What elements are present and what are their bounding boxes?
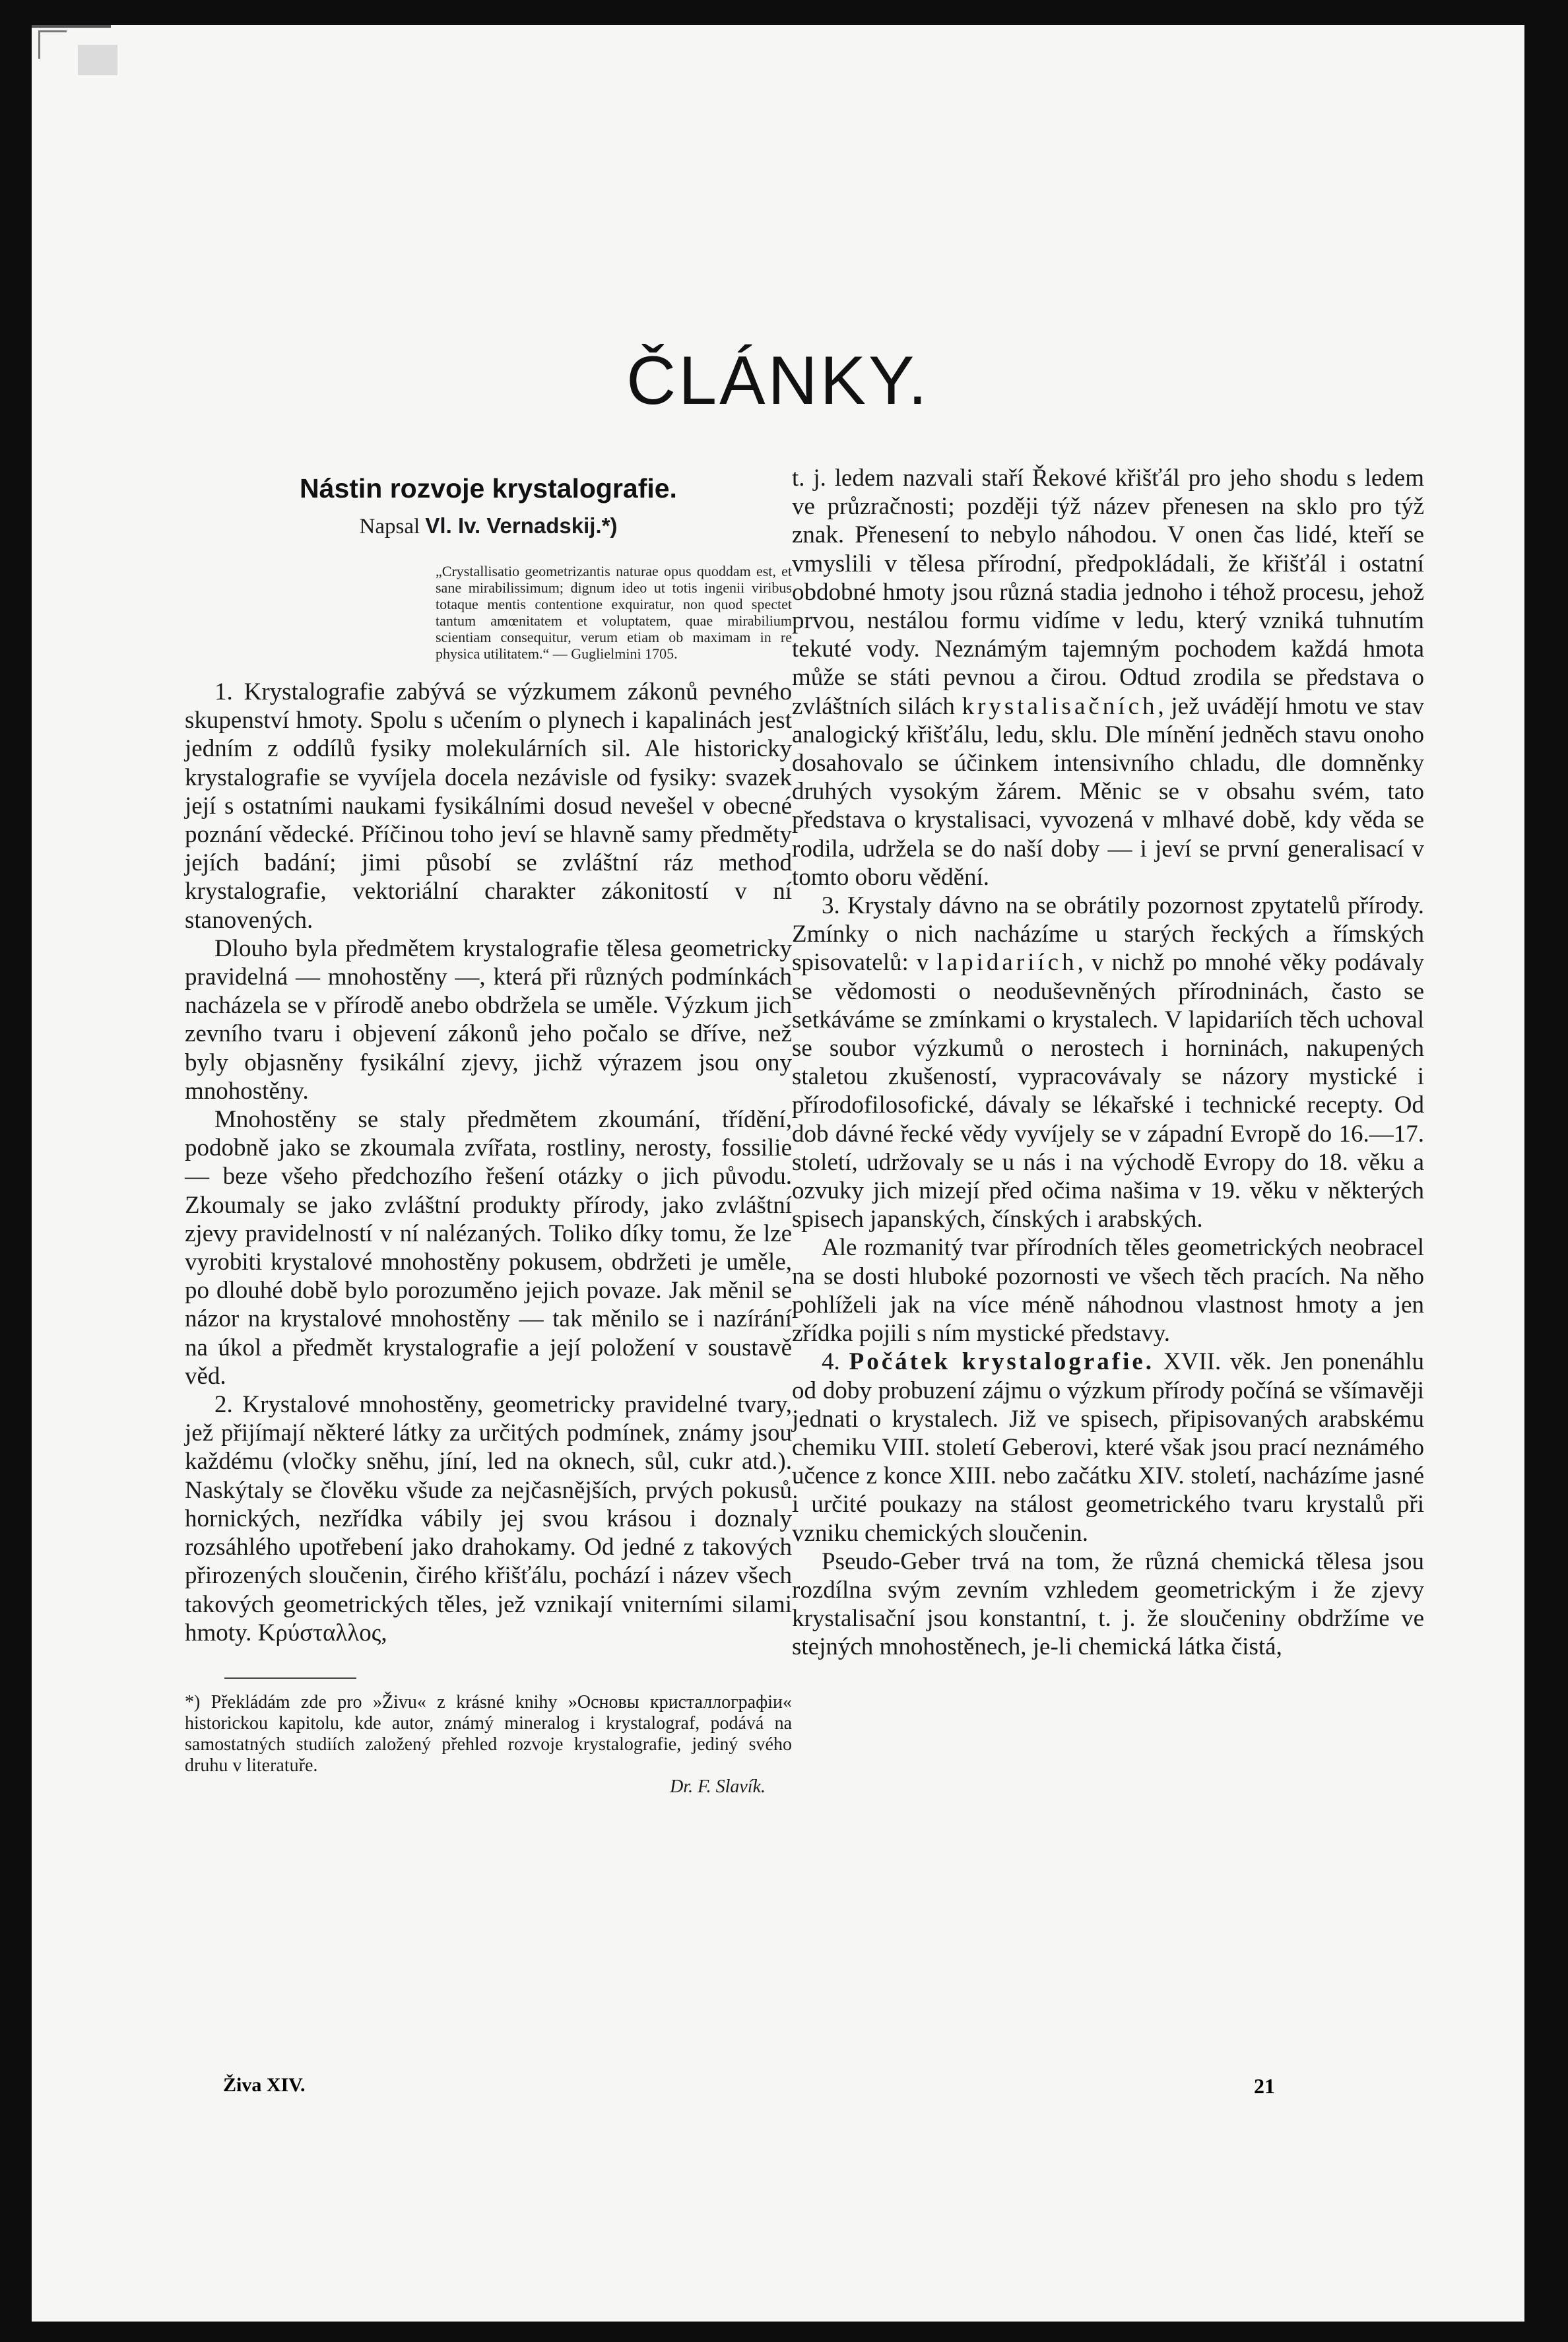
paragraph-4: 2. Krystalové mnohostěny, geometricky pravidelné tvary, jež přijímají některé látky za určitých podmínek, známy jsou každému (vločky sněhu, jíní, led na oknech, sůl, cukr atd.). Naskýtaly se člověku všude za nejčasnějších, prvých pokusů hornických, nezřídka vábily jej svou krásou i doznaly rozsáhlého upotřebení jako drahokamy. Od jedné z takových přirozených sloučenin, čirého křišťálu, pochází i název všech takových geometrických těles, jež vznikají vniterními silami hmoty. Κρύσταλλος, xyxy=(185,1391,792,1646)
paragraph-5: t. j. ledem nazvali staří Řekové křišťál pro jeho shodu s ledem ve průzračnosti; později týž název přenesen na sklo pro týž znak. Přenesení to nebylo náhodou. V onen čas lidé, kteří se vmyslili v tělesa přírodní, předpokládali, že křišťál i ostatní obdobné hmoty jsou různá stadia jednoho i téhož procesu, jehož prvou, nestálou formu vidíme v ledu, který vzniká tuhnutím tekuté vody. Neznámým tajemným pochodem každá hmota může se státi pevnou a čirou. Odtud zrodila se představa o zvláštních silách krystalisačních, jež uvádějí hmotu ve stav analogický křišťálu, ledu, sklu. Dle mínění jedněch stavu onoho dosahovalo se účinkem intensivního chladu, dle domněnky druhých vysokým žárem. Měnic se v obsahu svém, tato představa o krystalisaci, vyvozená v mlhavé době, kdy věda se rodila, udržela se do naší doby — i jeví se první generalisací v tomto oboru vědění. xyxy=(792,465,1424,891)
footnote-signature: Dr. F. Slavík. xyxy=(670,1776,766,1797)
right-column xyxy=(792,464,1424,1662)
paragraph-3: Mnohostěny se staly předmětem zkoumání, třídění, podobně jako se zkoumala zvířata, rostliny, nerosty, fossilie — beze všeho předchozího řešení otázky o jich původu. Zkoumaly se jako zvláštní produkty přírody, jako zvláštní zjevy pravidelností v ní nalézaných. Toliko díky tomu, že lze vyrobiti krystalové mnohostěny pokusem, obdržeti je uměle, po dlouhé době bylo porozuměno jejich povaze. Jak měnil se názor na krystalové mnohostěny — tak měnilo se i nazírání na úkol a předmět krystalografie a její položení v soustavě věd. xyxy=(185,1106,792,1390)
scan-corner-mark xyxy=(38,30,67,59)
journal-footer: Živa XIV. xyxy=(223,2074,306,2096)
paragraph-7: Ale rozmanitý tvar přírodních těles geometrických neobracel na se dosti hluboké pozornosti ve všech těch pracích. Na něho pohlíželi jak na více méně náhodnou vlastnost hmoty a jen zřídka pojili s ním mystické představy. xyxy=(792,1234,1424,1348)
footnote-text: *) Překládám zde pro »Živu« z krásné knihy »Основы кристаллографіи« historickou kapitolu, kde autor, známý mineralog i krystalograf, podává na samostatných studiích založený přehled rozvoje krystalografie, jediný svého druhu v literatuře. xyxy=(185,1691,792,1776)
scanned-page xyxy=(32,25,1524,2322)
scan-edge-mark xyxy=(32,25,111,28)
paragraph-6: 3. Krystaly dávno na se obrátily pozornost zpytatelů přírody. Zmínky o nich nacházíme u starých řeckých a římských spisovatelů: v lapidariích, v nichž po mnohé věky podávaly se vědomosti o neoduševněných přírodninách, často se setkáváme se zmínkami o krystalech. V lapidariích těch uchoval se soubor výzkumů o nerostech i horninách, nakupených staletou zkušeností, vypracovávaly se názory mystické i přírodofilosofické, dávaly se lékařské i technické recepty. Od dob dávné řecké vědy vyvíjely se v západní Evropě do 16.—17. století, udržovaly se u nás i na východě Evropy do 18. věku a ozvuky jich mizejí před očima našima v 19. věku v některých spisech japanských, čínských i arabských. xyxy=(792,892,1425,1233)
latin-motto: „Crystallisatio geometrizantis naturae opus quoddam est, et sane mirabilissimum; dignum ideo ut totis ingenii viribus totaque mentis contentione exquiratur, non quod spectet tantum amœnitatem et voluptatem, quae mirabilium scientiam consequitur, verum etiam ob maximam in re physica utilitatem.“ — Guglielmini 1705. xyxy=(436,563,792,662)
spaced-term: lapidariích xyxy=(936,949,1078,977)
article-title: Nástin rozvoje krystalografie. xyxy=(300,473,677,504)
section-heading: ČLÁNKY. xyxy=(626,342,930,419)
footnote xyxy=(185,1677,792,1798)
byline-prefix: Napsal xyxy=(359,515,420,538)
paragraph-9: Pseudo-Geber trvá na tom, že různá chemická tělesa jsou rozdílna svým zevním vzhledem geometrickým i že zjevy krystalisační jsou konstantní, t. j. že sloučeniny obdržíme ve stejných mnohostěnech, je-li chemická látka čistá, xyxy=(792,1547,1424,1661)
spaced-term: krystalisačních xyxy=(962,692,1158,720)
scan-smudge xyxy=(78,45,117,75)
section-subtitle: Počátek krystalografie. xyxy=(849,1348,1155,1376)
author-name: Vl. Iv. Vernadskij.*) xyxy=(425,513,618,538)
page-number: 21 xyxy=(1254,2074,1275,2098)
left-column xyxy=(185,464,792,1798)
paragraph-1: 1. Krystalografie zabývá se výzkumem zákonů pevného skupenství hmoty. Spolu s učením o plynech i kapalinách jest jedním z oddílů fysiky molekulárních sil. Ale historicky krystalografie se vyvíjela docela nezávisle od fysiky: svazek její s ostatními naukami fysikálními dosud nevešel v obecné poznání vědecké. Příčinou toho jeví se hlavně samy předměty jejích badání; jimi působí se zvláštní ráz method krystalografie, vektoriální charakter zákonitostí v ní stanovených. xyxy=(185,678,792,934)
paragraph-2: Dlouho byla předmětem krystalografie tělesa geometricky pravidelná — mnohostěny —, která při různých podmínkách nacházela se v přírodě anebo obdržela se uměle. Výzkum jich zevního tvaru i objevení zákonů jeho počalo se dříve, než byly objasněny fysikální zjevy, jichž výrazem jsou ony mnohostěny. xyxy=(185,934,792,1105)
byline xyxy=(185,513,792,539)
paragraph-8: 4. Počátek krystalografie. XVII. věk. Jen ponenáhlu od doby probuzení zájmu o výzkum přírody počíná se všímavěji jednati o krystalech. Již ve spisech, připisovaných arabskému chemiku VIII. století Geberovi, které však jsou prací neznámého učence z konce XIII. nebo začátku XIV. století, nacházíme jasné i určité poukazy na stálost geometrického tvaru krystalů při vzniku chemických sloučenin. xyxy=(792,1348,1424,1547)
